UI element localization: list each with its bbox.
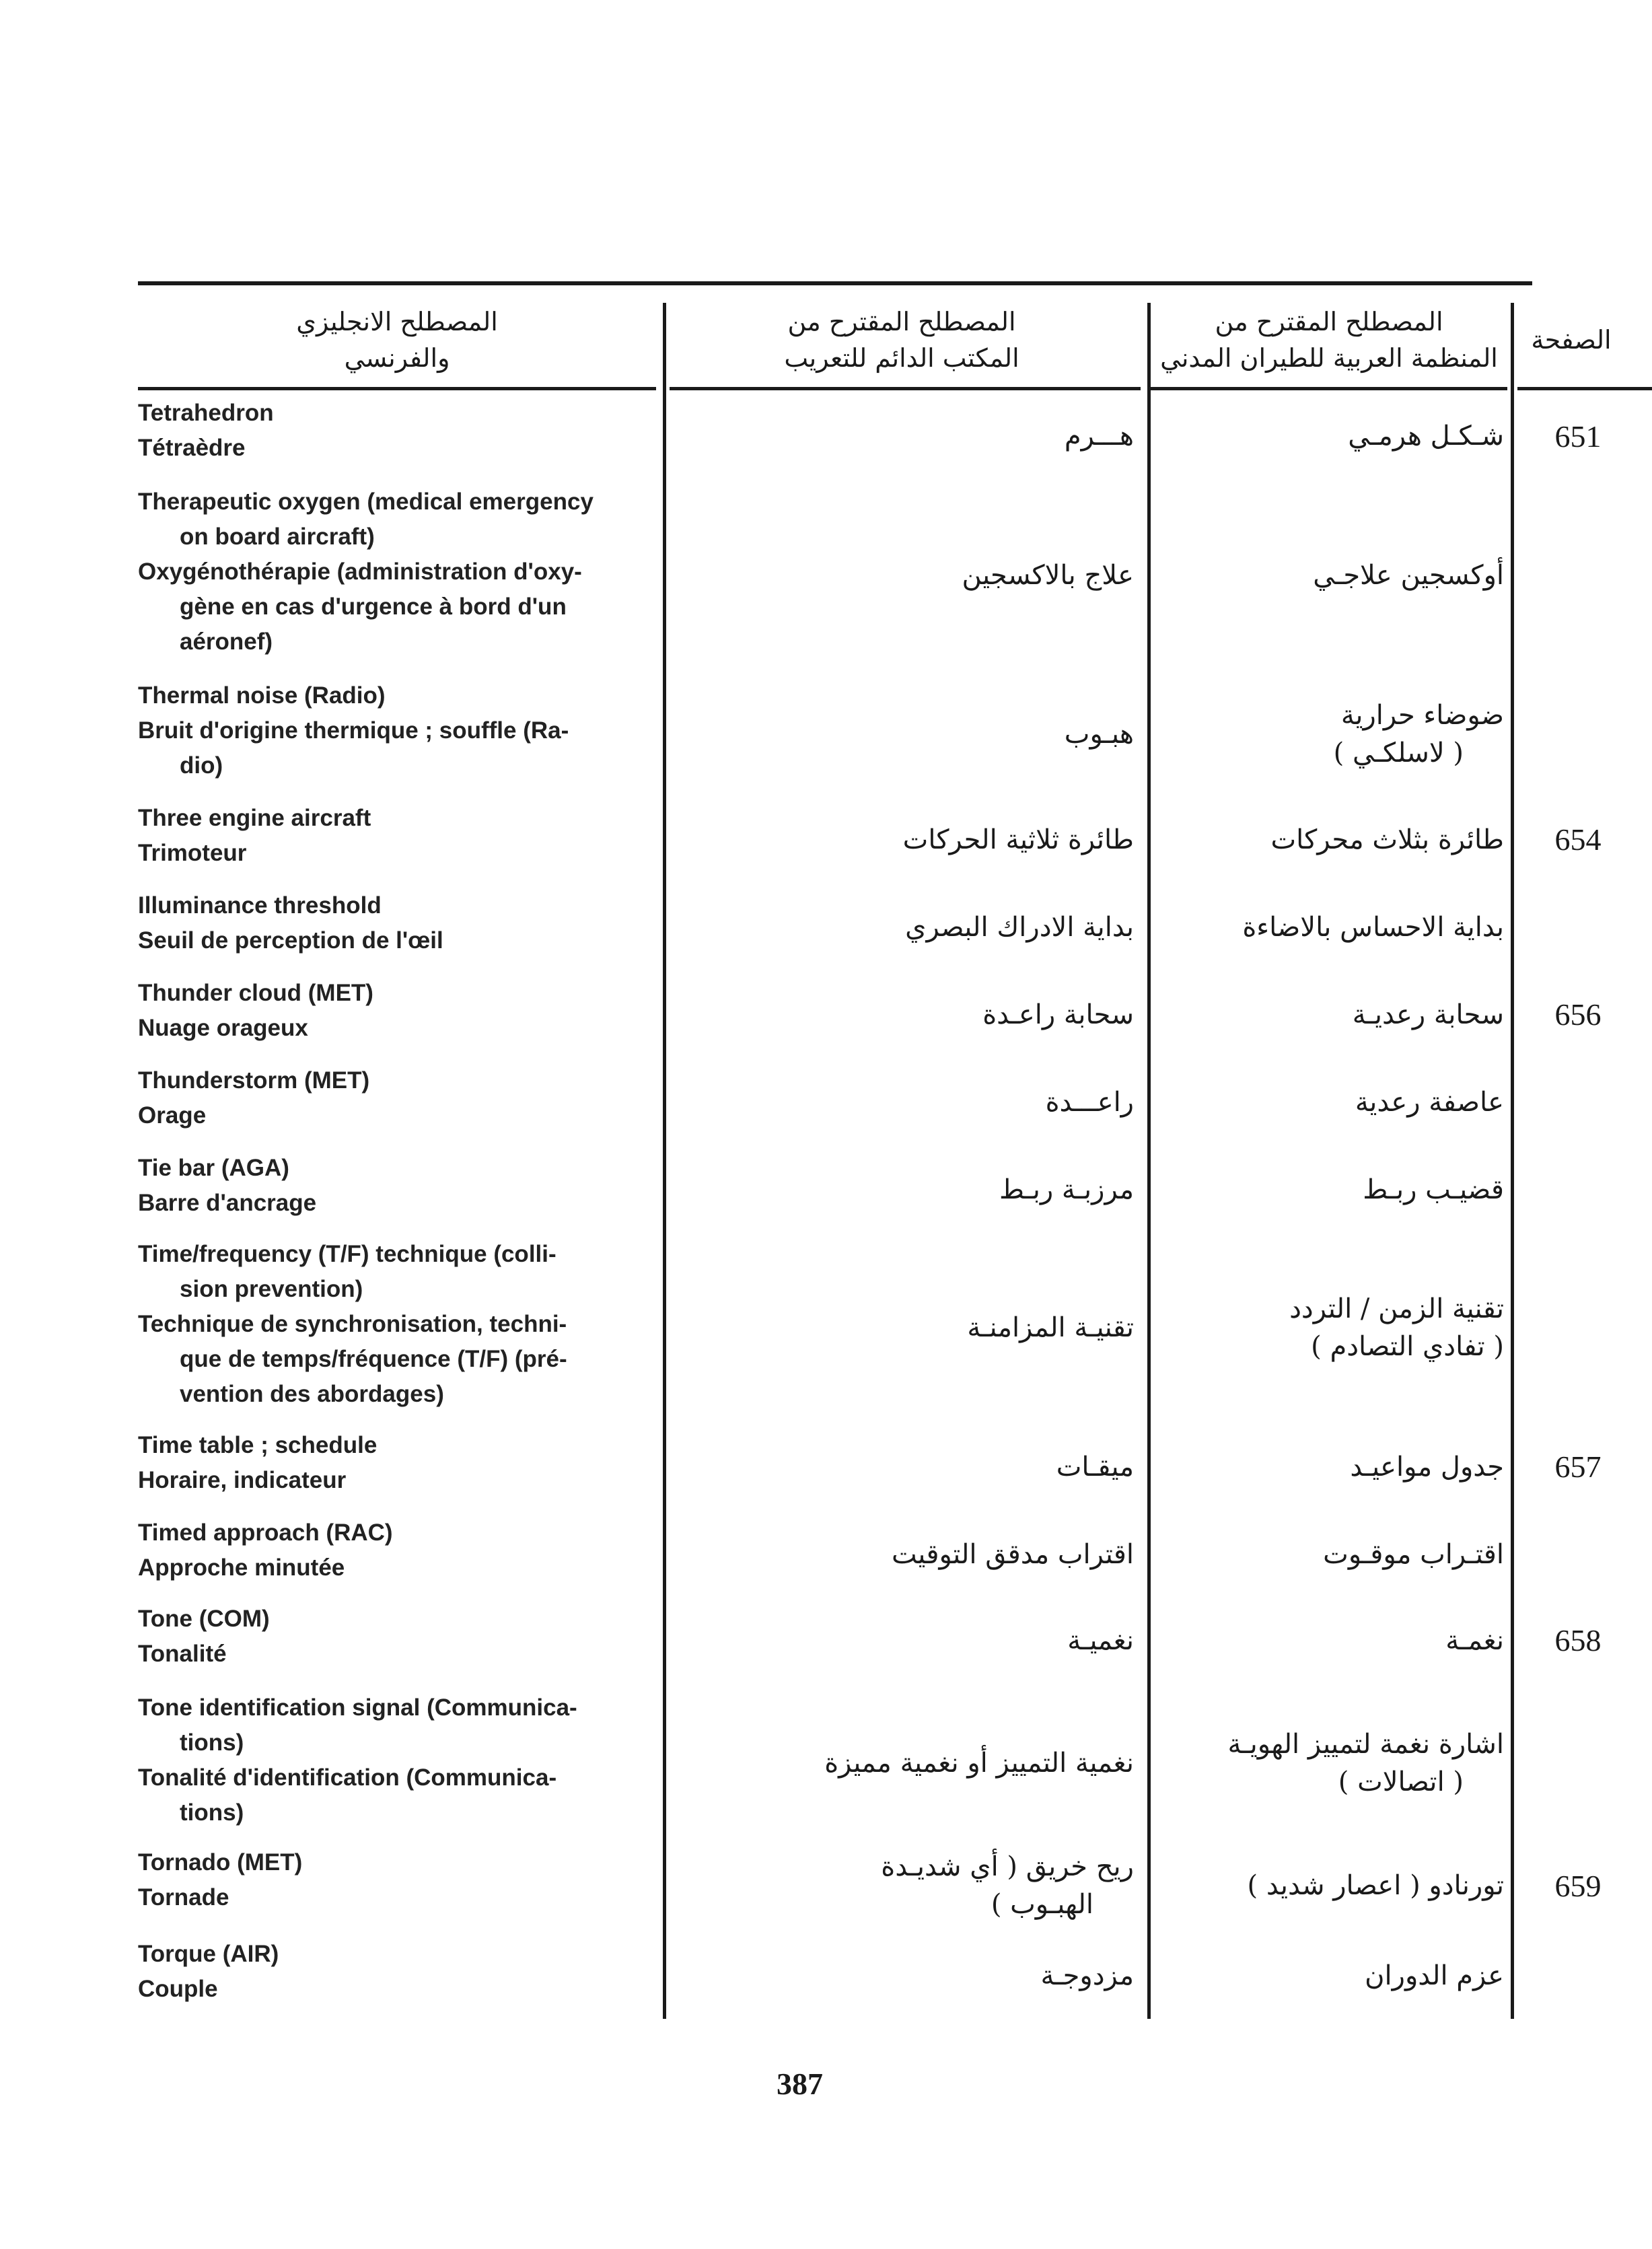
term-acao: سحابة رعديـة <box>1352 999 1504 1030</box>
table-row <box>138 1428 1602 1505</box>
page-ref: 654 <box>1554 822 1602 857</box>
table-row <box>138 396 1602 476</box>
page-ref <box>1511 1151 1645 1228</box>
term-acao: بداية الاحساس بالاضاءة <box>1242 911 1504 943</box>
term-acao: قضيـب ربـط <box>1363 1174 1504 1205</box>
term-arabization: هبـوب <box>1064 718 1134 750</box>
term-en-fr: Time/frequency (T/F) technique (colli- sion prevention) Technique de synchronisation, techni- que de temps/fréquence (T/F) (pré- vention des abordages) <box>138 1241 567 1407</box>
term-en-fr: Tetrahedron Tétraèdre <box>138 400 274 461</box>
table-row <box>138 888 1531 966</box>
page-ref <box>1511 1937 1645 2014</box>
table-row <box>138 485 1531 666</box>
term-arabization: طائرة ثلاثية الحركات <box>902 824 1134 855</box>
page-ref <box>1511 678 1645 789</box>
term-en-fr: Time table ; schedule Horaire, indicateur <box>138 1432 378 1493</box>
page-ref: 658 <box>1554 1623 1602 1657</box>
table-row <box>138 1690 1531 1835</box>
term-arabization: نغميـة <box>1067 1625 1134 1656</box>
term-acao: أوكسجين علاجـي <box>1313 560 1504 591</box>
page-ref: 656 <box>1554 997 1602 1032</box>
term-arabization: بداية الادراك البصري <box>905 911 1134 943</box>
term-arabization: ميقـات <box>1056 1451 1134 1483</box>
table-row <box>138 1845 1602 1926</box>
term-arabization: تقنيـة المزامنـة <box>967 1312 1134 1343</box>
table-row <box>138 1063 1531 1141</box>
page-ref: 651 <box>1554 419 1602 454</box>
table-row <box>138 1515 1531 1593</box>
term-acao: تقنية الزمن / التردد ( تفادي التصادم ) <box>1289 1293 1504 1362</box>
page-ref <box>1511 1063 1645 1141</box>
term-arabization: علاج بالاكسجين <box>962 560 1134 591</box>
term-acao: اشارة نغمة لتمييز الهويـة ( اتصالات ) <box>1227 1728 1504 1797</box>
table-row <box>138 1937 1531 2014</box>
header-underline-en <box>138 387 656 390</box>
term-arabization: مرزبـة ربـط <box>999 1174 1134 1205</box>
term-acao: ضوضاء حرارية ( لاسلكـي ) <box>1333 699 1504 769</box>
term-en-fr: Timed approach (RAC) Approche minutée <box>138 1520 393 1581</box>
table-row <box>138 1237 1531 1419</box>
table-row <box>138 678 1531 789</box>
term-acao: شـكـل هرمـي <box>1348 421 1504 452</box>
term-en-fr: Thermal noise (Radio) Bruit d'origine thermique ; souffle (Ra- dio) <box>138 682 569 779</box>
page-ref <box>1511 888 1645 966</box>
page-number: 387 <box>777 2067 823 2101</box>
table-row <box>138 1151 1531 1228</box>
page-ref <box>1511 1237 1645 1419</box>
header-arabization-office: المصطلح المقترح من المكتب الدائم للتعريب <box>784 307 1019 373</box>
term-en-fr: Thunderstorm (MET) Orage <box>138 1067 370 1129</box>
term-acao: طائرة بثلاث محركات <box>1270 824 1504 855</box>
term-en-fr: Illuminance threshold Seuil de perception de l'œil <box>138 892 443 954</box>
term-acao: اقتـراب موقـوت <box>1323 1538 1504 1570</box>
term-arabization: مزدوجـة <box>1040 1960 1134 1991</box>
header-page: الصفحة <box>1531 325 1612 355</box>
page-ref: 657 <box>1554 1450 1602 1484</box>
header-underline-ar1 <box>670 387 1141 390</box>
table-header <box>138 289 1612 390</box>
term-acao: جدول مواعيـد <box>1350 1451 1504 1483</box>
term-en-fr: Tone (COM) Tonalité <box>138 1606 270 1667</box>
table-row <box>138 976 1602 1053</box>
page-ref <box>1511 1515 1645 1593</box>
term-acao: نغمـة <box>1445 1625 1504 1656</box>
term-en-fr: Tornado (MET) Tornade <box>138 1849 303 1911</box>
term-acao: تورنادو ( اعصار شديد ) <box>1247 1870 1504 1901</box>
table-row <box>138 801 1602 878</box>
header-underline-page <box>1517 387 1652 390</box>
top-rule <box>138 281 1532 285</box>
term-arabization: نغمية التمييز أو نغمية مميزة <box>824 1747 1134 1779</box>
term-en-fr: Torque (AIR) Couple <box>138 1941 279 2002</box>
header-underline-ar2 <box>1151 387 1507 390</box>
term-acao: عاصفة رعدية <box>1355 1086 1504 1118</box>
term-en-fr: Thunder cloud (MET) Nuage orageux <box>138 980 373 1041</box>
table-row <box>138 1602 1602 1679</box>
page-ref: 659 <box>1554 1868 1602 1903</box>
glossary-table <box>138 289 1612 2002</box>
header-acao: المصطلح المقترح من المنظمة العربية للطيران المدني <box>1160 307 1498 373</box>
term-arabization: راعـــدة <box>1045 1086 1134 1118</box>
term-en-fr: Tone identification signal (Communica- tions) Tonalité d'identification (Communica- tions) <box>138 1694 577 1826</box>
term-en-fr: Three engine aircraft Trimoteur <box>138 805 371 866</box>
term-arabization: ريح خريق ( أي شديـدة الهبـوب ) <box>881 1851 1134 1920</box>
term-acao: عزم الدوران <box>1365 1960 1504 1991</box>
page-ref <box>1511 1690 1645 1835</box>
term-en-fr: Tie bar (AGA) Barre d'ancrage <box>138 1155 317 1216</box>
term-arabization: هـــرم <box>1064 421 1134 452</box>
term-en-fr: Therapeutic oxygen (medical emergency on board aircraft) Oxygénothérapie (administration d'oxy- gène en cas d'urgence à bord d'un aéronef) <box>138 489 594 655</box>
page-ref <box>1511 485 1645 666</box>
term-arabization: اقتراب مدقق التوقيت <box>892 1538 1134 1570</box>
term-arabization: سحابة راعـدة <box>982 999 1134 1030</box>
header-en-fr: المصطلح الانجليزي والفرنسي <box>296 307 498 373</box>
